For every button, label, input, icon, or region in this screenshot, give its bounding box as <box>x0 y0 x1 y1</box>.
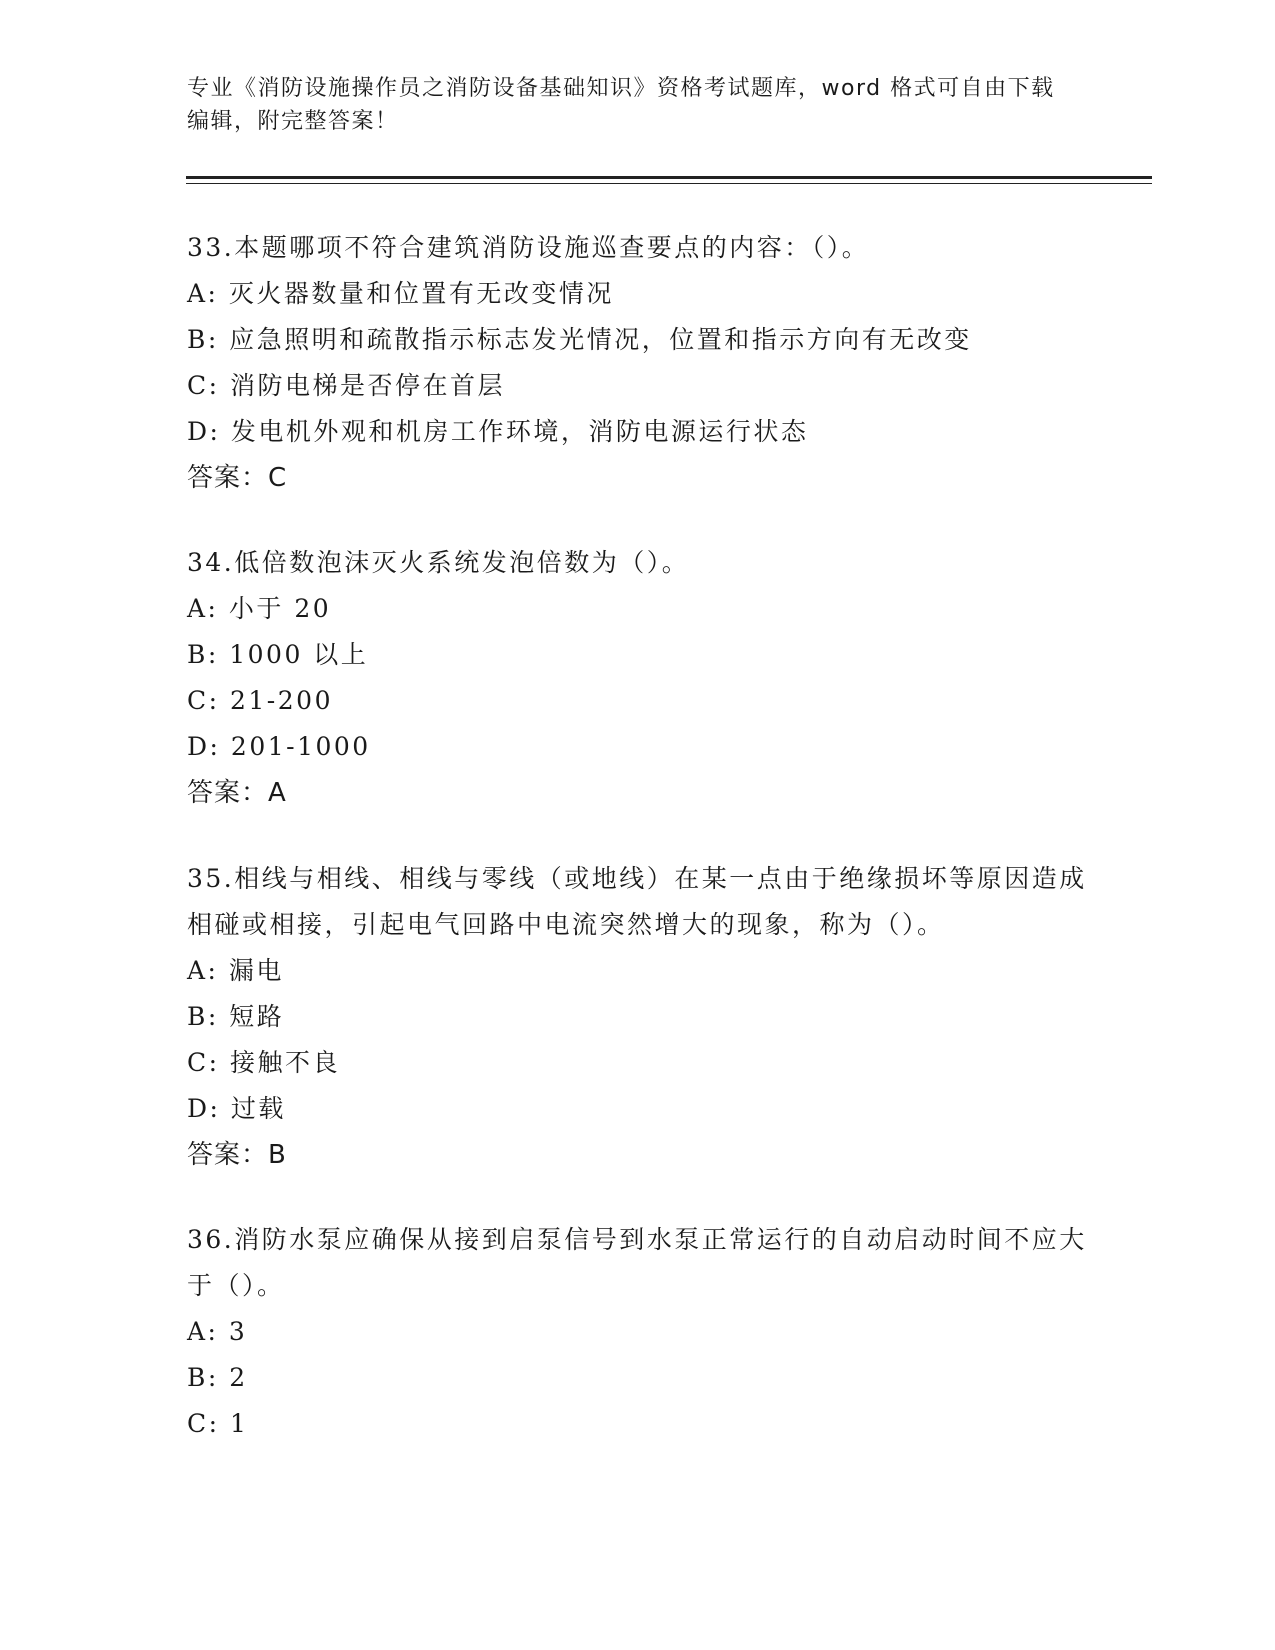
question-stem: 34.低倍数泡沫灭火系统发泡倍数为（）。 <box>187 548 690 577</box>
header-divider-thick <box>186 176 1152 179</box>
answer-line: 答案：B <box>187 1140 287 1170</box>
option-a: A: 漏电 <box>187 956 284 985</box>
option-b: B: 2 <box>187 1363 248 1392</box>
question-33 <box>187 225 1087 501</box>
option-b: B: 短路 <box>187 1002 285 1031</box>
answer-line: 答案：A <box>187 778 287 808</box>
answer-line: 答案：C <box>187 463 288 493</box>
document-intro: 专业《消防设施操作员之消防设备基础知识》资格考试题库，word 格式可自由下载编辑，附完整答案！ <box>187 76 1055 134</box>
question-36 <box>187 1217 1087 1447</box>
question-stem: 36.消防水泵应确保从接到启泵信号到水泵正常运行的自动启动时间不应大于（）。 <box>187 1225 1087 1300</box>
option-c: C: 接触不良 <box>187 1048 340 1077</box>
question-stem: 35.相线与相线、相线与零线（或地线）在某一点由于绝缘损坏等原因造成相碰或相接，引起电气回路中电流突然增大的现象，称为（）。 <box>187 864 1087 939</box>
option-b: B: 1000 以上 <box>187 640 369 669</box>
option-d: D: 过载 <box>187 1094 286 1123</box>
option-d: D: 发电机外观和机房工作环境，消防电源运行状态 <box>187 417 809 446</box>
question-35 <box>187 856 1087 1178</box>
option-c: C: 消防电梯是否停在首层 <box>187 371 505 400</box>
option-a: A: 小于 20 <box>187 594 332 623</box>
option-c: C: 1 <box>187 1409 249 1438</box>
question-34 <box>187 540 1087 816</box>
option-c: C: 21-200 <box>187 686 333 715</box>
option-a: A: 3 <box>187 1317 248 1346</box>
option-a: A: 灭火器数量和位置有无改变情况 <box>187 279 614 308</box>
question-stem: 33.本题哪项不符合建筑消防设施巡查要点的内容：（）。 <box>187 233 870 262</box>
option-d: D: 201-1000 <box>187 732 371 761</box>
header-divider-thin <box>186 183 1152 184</box>
option-b: B: 应急照明和疏散指示标志发光情况，位置和指示方向有无改变 <box>187 325 972 354</box>
